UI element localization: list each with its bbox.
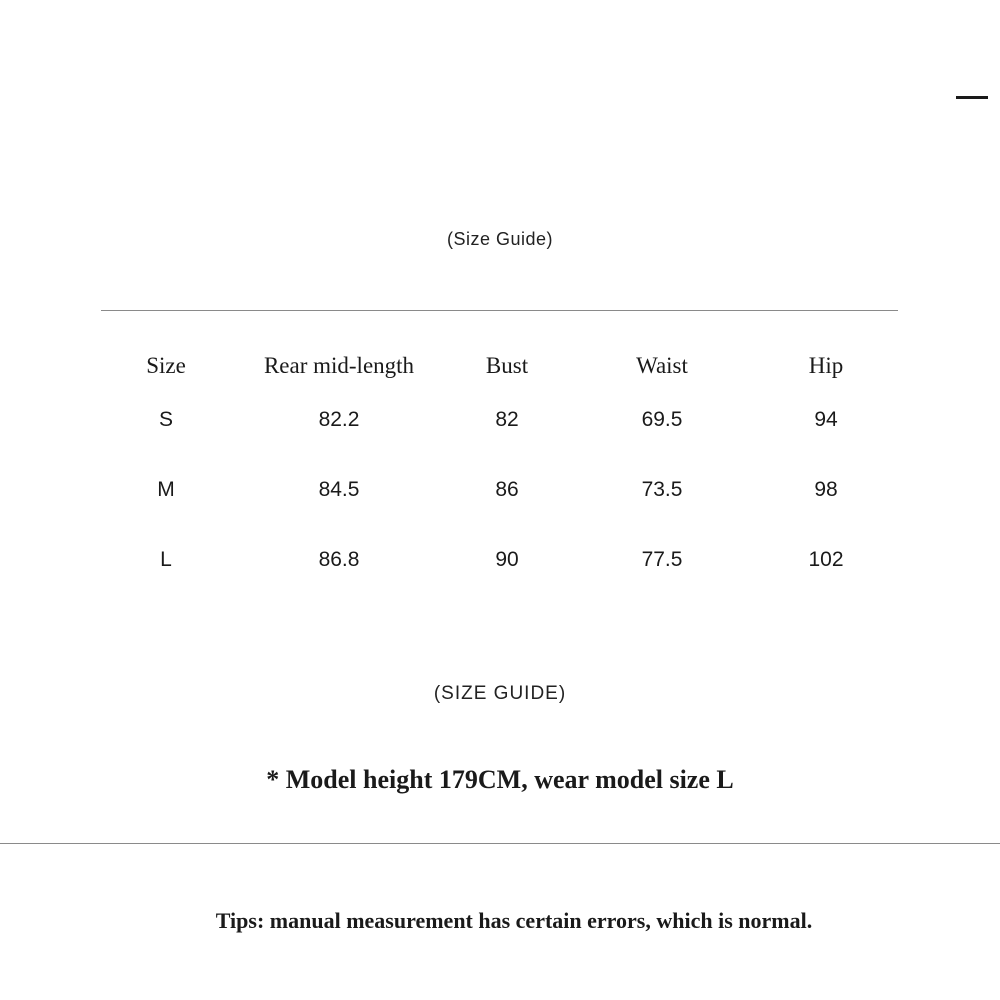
column-header-waist: Waist xyxy=(636,353,688,378)
table-cell-waist: 77.5 xyxy=(641,548,683,571)
minimize-dash-icon[interactable] xyxy=(956,96,988,99)
column-header-size: Size xyxy=(146,353,186,378)
table-cell-size: L xyxy=(160,548,172,571)
column-header-bust: Bust xyxy=(485,353,529,378)
table-cell-rear-mid-length: 84.5 xyxy=(318,478,360,501)
table-cell-hip: 94 xyxy=(814,408,838,431)
table-cell-rear-mid-length: 86.8 xyxy=(318,548,360,571)
table-cell-bust: 86 xyxy=(495,478,519,501)
table-cell-bust: 90 xyxy=(495,548,519,571)
table-cell-size: S xyxy=(158,408,174,431)
size-guide-subtitle: (SIZE GUIDE) xyxy=(433,683,567,704)
table-cell-hip: 102 xyxy=(808,548,844,571)
model-note: * Model height 179CM, wear model size L xyxy=(266,765,734,794)
table-cell-waist: 73.5 xyxy=(641,478,683,501)
table-cell-bust: 82 xyxy=(495,408,519,431)
divider-bottom xyxy=(0,843,1000,844)
table-cell-rear-mid-length: 82.2 xyxy=(318,408,360,431)
table-cell-size: M xyxy=(157,478,175,501)
table-cell-waist: 69.5 xyxy=(641,408,683,431)
column-header-rear-mid-length: Rear mid-length xyxy=(263,353,415,378)
table-cell-hip: 98 xyxy=(814,478,838,501)
tips-note: Tips: manual measurement has certain errors, which is normal. xyxy=(215,908,813,933)
column-header-hip: Hip xyxy=(808,353,844,378)
divider-top xyxy=(101,310,898,311)
size-guide-title: (Size Guide) xyxy=(446,229,554,249)
